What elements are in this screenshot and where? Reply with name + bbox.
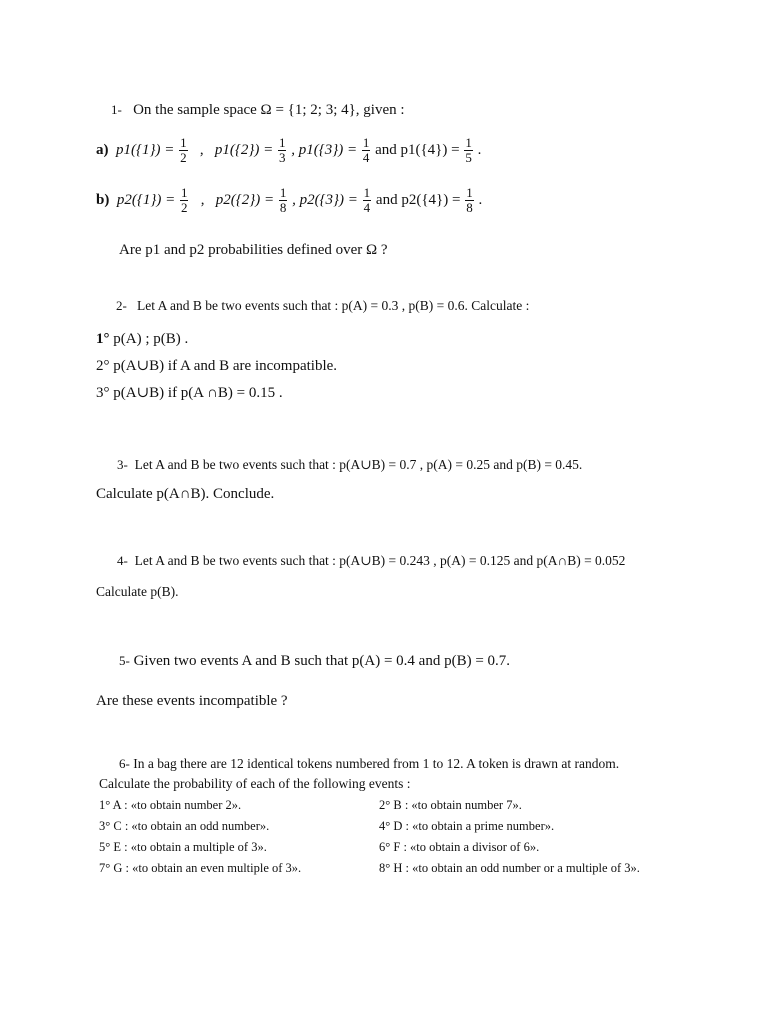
denominator: 4 xyxy=(362,150,370,165)
exercise-3-number: 3- xyxy=(117,457,128,472)
exercise-2-number: 2- xyxy=(116,298,127,313)
item-number: 1° xyxy=(96,331,110,347)
denominator: 2 xyxy=(180,200,188,215)
part-b-term-1: p2({1}) = xyxy=(116,191,176,208)
event-2: 2° B : «to obtain number 7». xyxy=(379,798,522,812)
exercise-5-intro xyxy=(119,652,510,670)
item-number: 2° xyxy=(96,358,110,374)
exercise-1-intro-text: On the sample space Ω = {1; 2; 3; 4}, given : xyxy=(133,102,405,118)
numerator: 1 xyxy=(466,185,473,200)
item-text: p(A) ; p(B) . xyxy=(113,331,189,347)
fraction xyxy=(465,186,474,215)
event-1: 1° A : «to obtain number 2». xyxy=(99,798,242,812)
fraction xyxy=(362,136,371,165)
exercise-3-line-2: Calculate p(A∩B). Conclude. xyxy=(96,486,275,502)
part-b-term-2: p2({2}) = xyxy=(215,191,275,208)
exercise-3-intro xyxy=(117,456,582,474)
exercise-4-intro-text: Let A and B be two events such that : p(A∪B) = 0.243 , p(A) = 0.125 and p(A∩B) = 0.052 xyxy=(134,553,626,568)
separator: , xyxy=(200,191,205,208)
denominator: 4 xyxy=(363,200,371,215)
fraction xyxy=(278,136,287,165)
exercise-1-number: 1- xyxy=(111,102,122,117)
exercise-2-item-3 xyxy=(96,384,283,402)
exercise-6-number: 6- xyxy=(119,756,130,771)
exercise-4-intro xyxy=(117,552,625,570)
exercise-5-intro-text: Given two events A and B such that p(A) = 0.4 and p(B) = 0.7. xyxy=(133,653,511,669)
denominator: 5 xyxy=(465,150,472,165)
fraction xyxy=(180,186,189,215)
event-6: 6° F : «to obtain a divisor of 6». xyxy=(379,840,540,854)
fraction xyxy=(363,186,372,215)
exercise-5-line-2: Are these events incompatible ? xyxy=(96,693,288,709)
part-a-term-1: p1({1}) = xyxy=(116,141,175,158)
exercise-6-intro xyxy=(119,755,619,773)
event-5: 5° E : «to obtain a multiple of 3». xyxy=(99,840,267,854)
period: . xyxy=(477,141,482,158)
denominator: 8 xyxy=(466,200,473,215)
fraction xyxy=(179,136,188,165)
exercise-2-item-2 xyxy=(96,357,337,375)
separator: , xyxy=(199,141,204,158)
exercise-2-item-1 xyxy=(96,330,188,348)
numerator: 1 xyxy=(363,185,371,200)
part-a-term-3: , p1({3}) = xyxy=(291,141,358,158)
part-a-label: a) xyxy=(96,141,109,158)
exercise-1-question: Are p1 and p2 probabilities defined over Ω ? xyxy=(119,242,388,258)
numerator: 1 xyxy=(279,185,287,200)
part-b-term-3: , p2({3}) = xyxy=(292,191,358,208)
numerator: 1 xyxy=(278,135,286,150)
numerator: 1 xyxy=(362,135,370,150)
denominator: 2 xyxy=(180,150,187,165)
item-number: 3° xyxy=(96,385,110,401)
exercise-4-line-2: Calculate p(B). xyxy=(96,584,179,599)
exercise-3-intro-text: Let A and B be two events such that : p(A∪B) = 0.7 , p(A) = 0.25 and p(B) = 0.45. xyxy=(134,457,583,472)
numerator: 1 xyxy=(465,135,472,150)
denominator: 8 xyxy=(279,200,287,215)
fraction xyxy=(279,186,288,215)
exercise-6-line-2: Calculate the probability of each of the following events : xyxy=(99,776,411,791)
part-b-label: b) xyxy=(96,191,110,208)
event-3: 3° C : «to obtain an odd number». xyxy=(99,819,270,833)
exercise-2-intro xyxy=(116,297,529,315)
numerator: 1 xyxy=(180,135,187,150)
part-a-term-4: and p1({4}) = xyxy=(375,141,460,158)
event-4: 4° D : «to obtain a prime number». xyxy=(379,819,555,833)
exercise-5-number: 5- xyxy=(119,653,130,668)
exercise-4-number: 4- xyxy=(117,553,128,568)
event-8: 8° H : «to obtain an odd number or a multiple of 3». xyxy=(379,861,640,875)
part-a-term-2: p1({2}) = xyxy=(214,141,274,158)
exercise-1-intro xyxy=(111,101,405,119)
exercise-6-intro-text: In a bag there are 12 identical tokens numbered from 1 to 12. A token is drawn at random. xyxy=(133,756,620,771)
numerator: 1 xyxy=(180,185,188,200)
exercise-1-part-b xyxy=(96,186,482,215)
item-text: p(A∪B) if A and B are incompatible. xyxy=(113,358,338,374)
fraction xyxy=(464,136,473,165)
period: . xyxy=(478,191,483,208)
item-text: p(A∪B) if p(A ∩B) = 0.15 . xyxy=(113,385,283,401)
denominator: 3 xyxy=(278,150,286,165)
event-7: 7° G : «to obtain an even multiple of 3». xyxy=(99,861,302,875)
part-b-term-4: and p2({4}) = xyxy=(375,191,461,208)
exercise-1-part-a xyxy=(96,136,481,165)
exercise-2-intro-text: Let A and B be two events such that : p(A) = 0.3 , p(B) = 0.6. Calculate : xyxy=(136,298,530,313)
